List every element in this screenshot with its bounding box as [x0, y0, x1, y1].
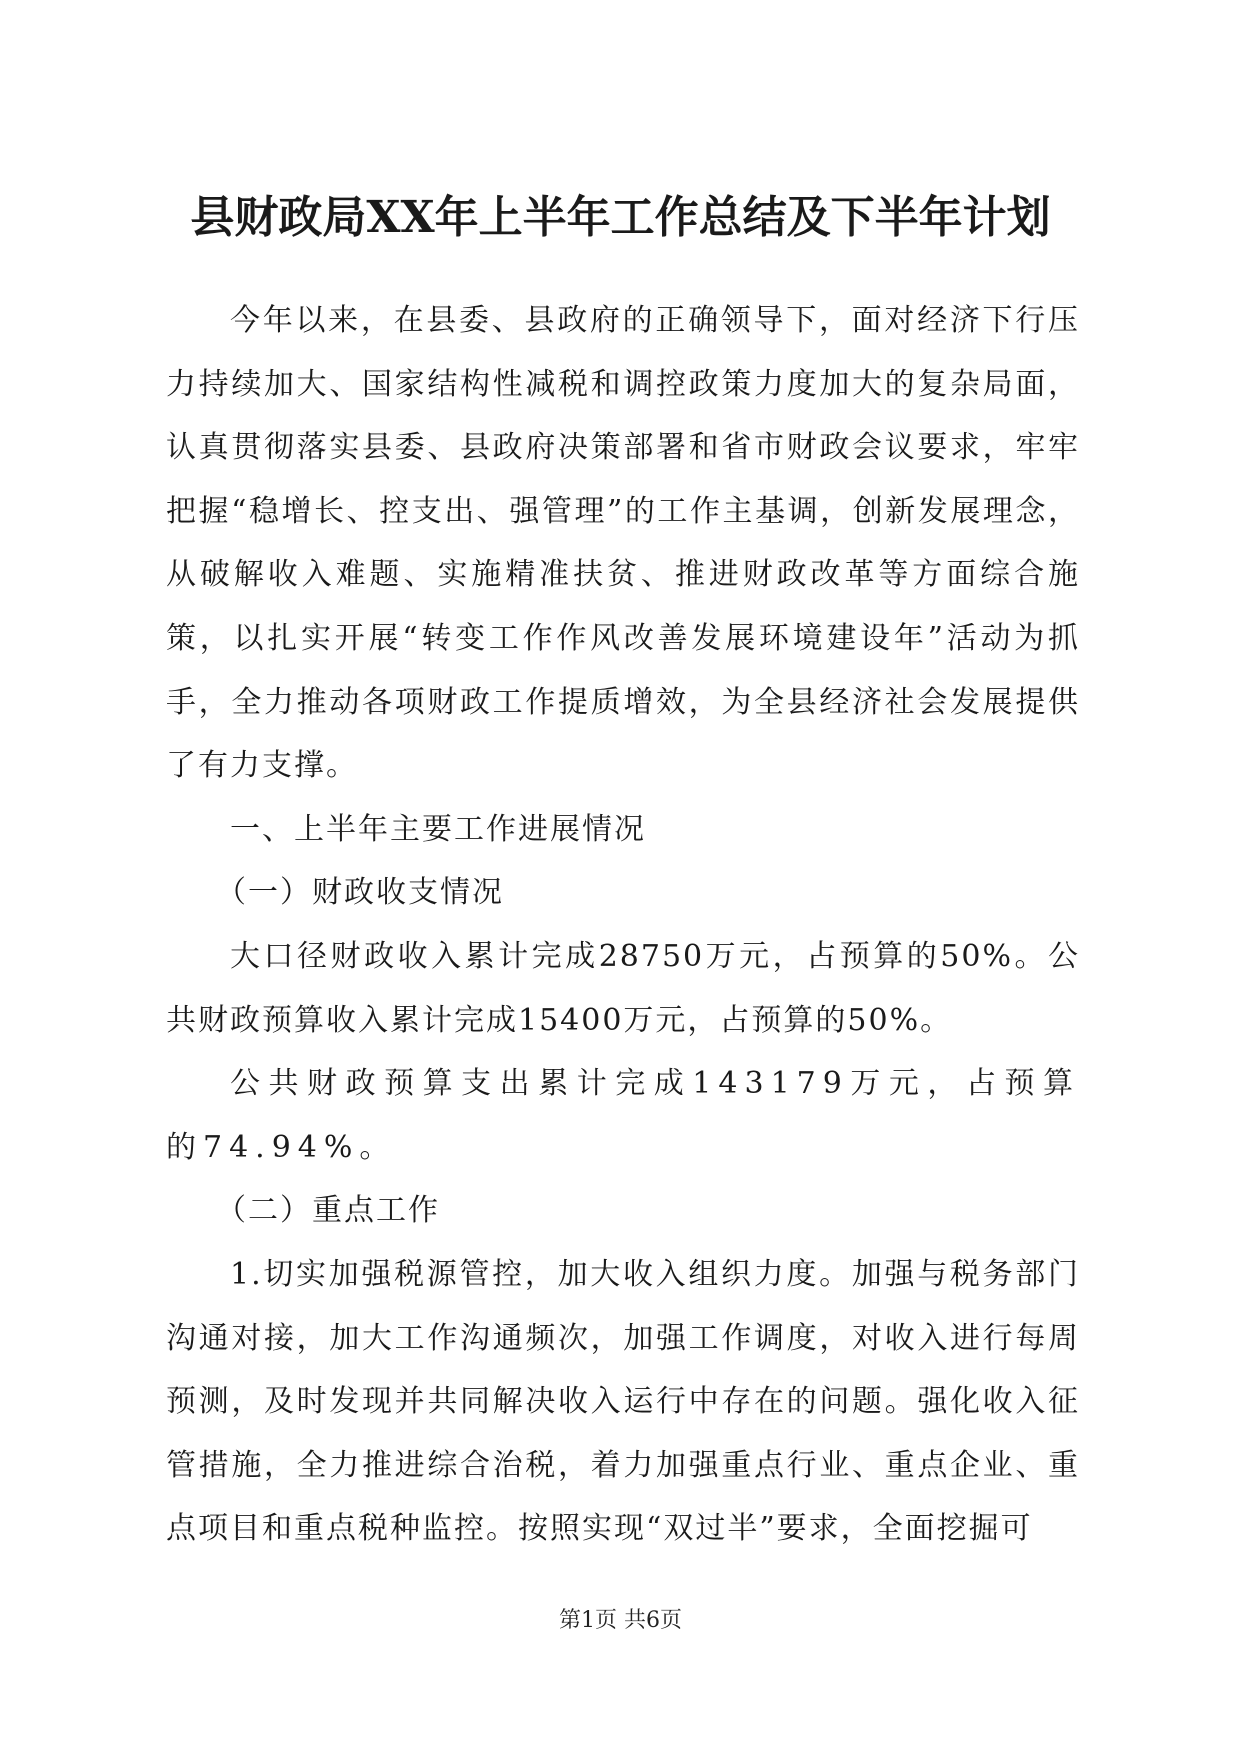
intro-paragraph: 今年以来，在县委、县政府的正确领导下，面对经济下行压力持续加大、国家结构性减税和调控政策力度加大的复杂局面，认真贯彻落实县委、县政府决策部署和省市财政会议要求，牢牢把握“稳增长、控支出、强管理”的工作主基调，创新发展理念，从破解收入难题、实施精准扶贫、推进财政改革等方面综合施策，以扎实开展“转变工作作风改善发展环境建设年”活动为抓手，全力推动各项财政工作提质增效，为全县经济社会发展提供了有力支撑。	[166, 303, 1080, 784]
section-heading-1: 一、上半年主要工作进展情况	[230, 811, 646, 847]
subsection-heading-2: （二）重点工作	[216, 1193, 440, 1229]
key-work-paragraph-1: 1.切实加强税源管控，加大收入组织力度。加强与税务部门沟通对接，加大工作沟通频次，加强工作调度，对收入进行每周预测，及时发现并共同解决收入运行中存在的问题。强化收入征管措施，全力推进综合治税，着力加强重点行业、重点企业、重点项目和重点税种监控。按照实现“双过半”要求，全面挖掘可	[166, 1256, 1080, 1547]
document-title: 县财政局XX年上半年工作总结及下半年计划	[190, 192, 1051, 243]
page-footer: 第1页 共6页	[559, 1608, 682, 1633]
revenue-paragraph: 大口径财政收入累计完成28750万元，占预算的50%。公共财政预算收入累计完成15400万元，占预算的50%。	[166, 938, 1080, 1038]
subsection-heading-1: （一）财政收支情况	[216, 875, 504, 911]
expenditure-paragraph: 公共财政预算支出累计完成143179万元，占预算的74.94%。	[166, 1066, 1080, 1165]
document-body	[166, 289, 1080, 1561]
